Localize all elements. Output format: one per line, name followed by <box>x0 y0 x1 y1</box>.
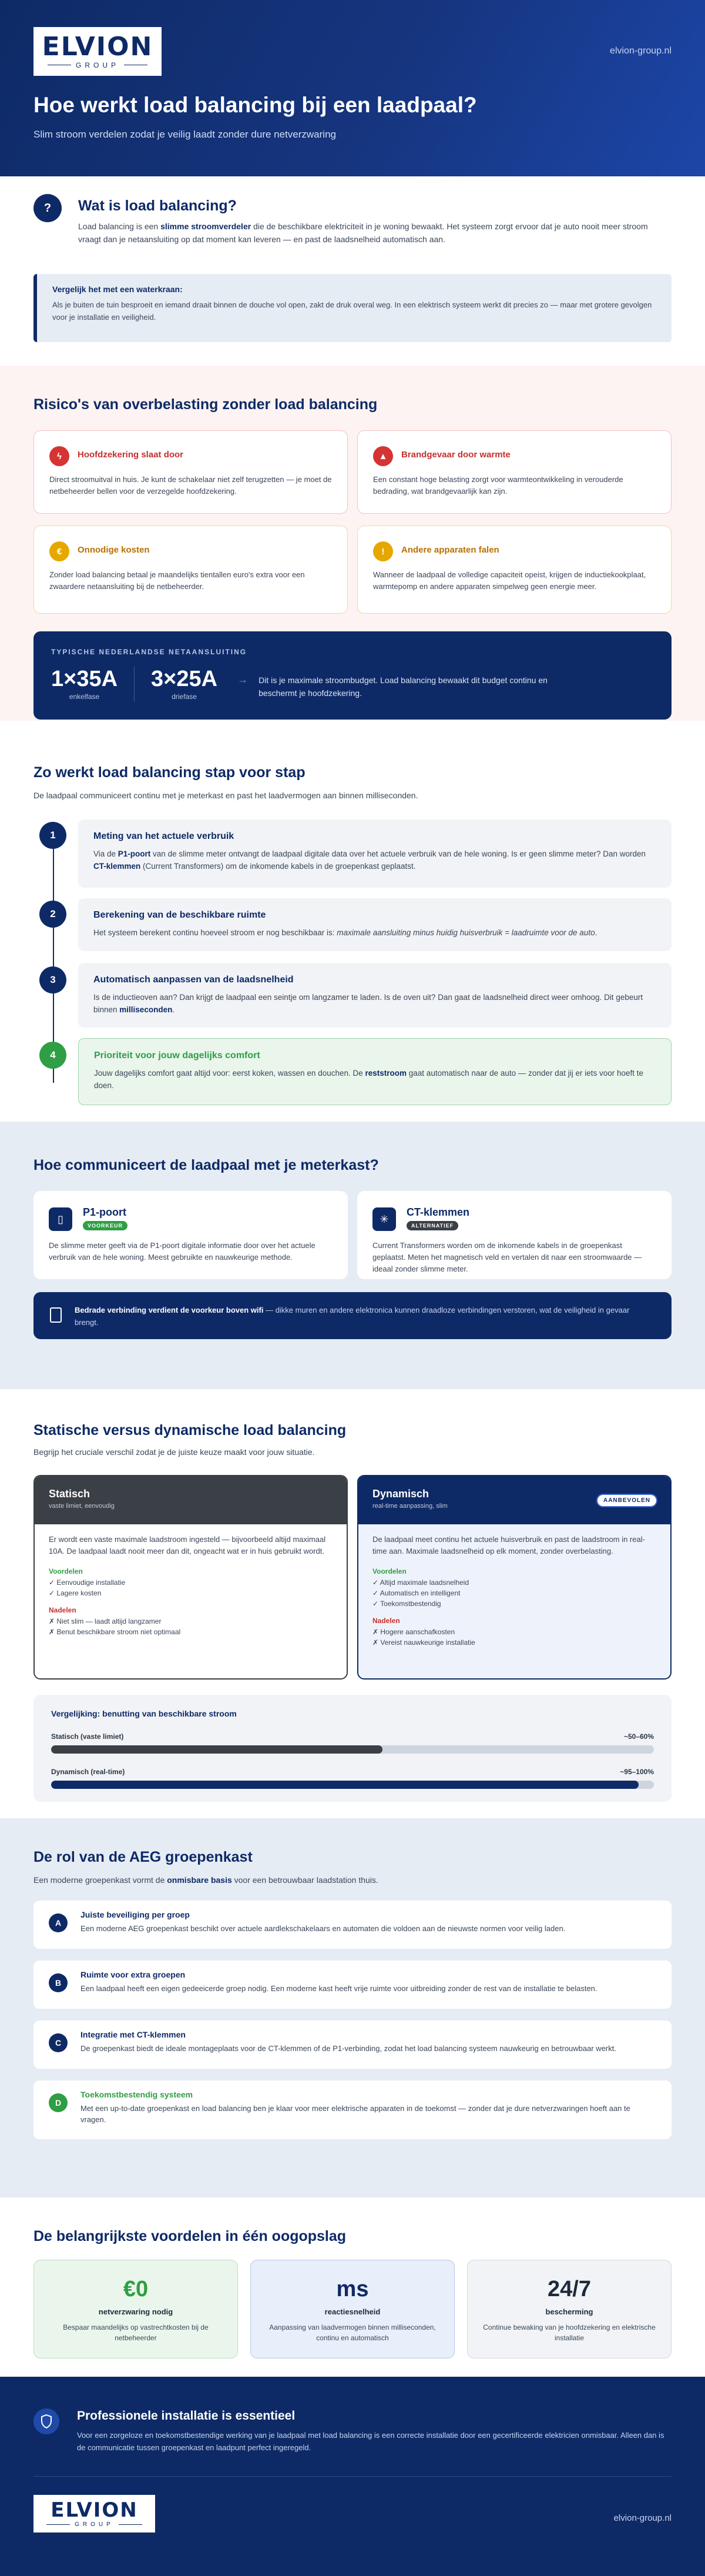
comparison-row: Dynamisch (real-time) ~95–100% <box>51 1768 654 1789</box>
benefit-label: bescherming <box>545 2307 593 2316</box>
card-header: Dynamisch real-time aanpassing, slim <box>358 1476 670 1524</box>
status-badge: VOORKEUR <box>83 1221 127 1230</box>
document-icon <box>50 1307 62 1323</box>
step-card <box>78 1038 672 1105</box>
lightning-icon: ϟ <box>49 446 69 466</box>
brand-logo[interactable] <box>33 27 162 76</box>
step-card <box>78 963 672 1028</box>
net-value-three: 3×25A driefase <box>151 667 218 701</box>
risk-title: Onnodige kosten <box>78 545 150 555</box>
method-title: P1-poort <box>83 1206 126 1218</box>
section-communication <box>0 1122 705 1389</box>
step-title: Meting van het actuele verbruik <box>93 831 234 841</box>
wired-info-banner: Bedrade verbinding verdient de voorkeur boven wifi — dikke muren en andere elektronica kunnen draadloze verbindingen verstoren, wat de veiligheid in gevaar brengt. <box>33 1292 672 1339</box>
utilization-comparison <box>33 1695 672 1802</box>
aeg-card-text: Een laadpaal heeft een eigen gedeeicerde groep nodig. Een moderne kast heeft vrije ruimte voor uitbreiding zonder de rest van de installatie te belasten. <box>80 1984 597 1993</box>
warning-icon: ! <box>373 541 393 561</box>
coin-icon: € <box>49 541 69 561</box>
aeg-card-title: Toekomstbestendig systeem <box>80 2090 193 2099</box>
callout-title: Vergelijk het met een waterkraan: <box>52 285 183 294</box>
logo-wordmark: ELVION <box>42 31 153 62</box>
benefit-card <box>467 2260 672 2358</box>
logo-subline: GROUP <box>48 61 147 69</box>
risk-card <box>357 430 672 514</box>
risk-text: Zonder load balancing betaal je maandelijks tientallen euro's extra voor een zwaardere netaansluiting bij de netbeheerder. <box>49 570 305 591</box>
pros-label: Voordelen <box>49 1567 83 1575</box>
shield-icon <box>33 2408 59 2434</box>
logo-subline: GROUP <box>46 2521 142 2528</box>
step-card <box>78 898 672 951</box>
aeg-card-text: Een moderne AEG groepenkast beschikt over actuele aardlekschakelaars en automaten die voldoen aan de nieuwste normen voor veilig laden. <box>80 1924 566 1933</box>
benefit-value: ms <box>336 2277 369 2301</box>
section-aeg <box>0 1818 705 2197</box>
step-number: 4 <box>39 1042 66 1069</box>
benefit-card <box>250 2260 455 2358</box>
card-header: Statisch vaste limiet, eenvoudig <box>35 1476 347 1524</box>
risk-card <box>357 526 672 614</box>
benefit-card <box>33 2260 238 2358</box>
progress-bar <box>51 1781 654 1789</box>
site-link[interactable]: elvion-group.nl <box>613 2513 672 2523</box>
comparison-row: Statisch (vaste limiet) ~50–60% <box>51 1732 654 1754</box>
risk-text: Direct stroomuitval in huis. Je kunt de schakelaar niet zelf terugzetten — je moet de netbeheerder bellen voor de verzegelde hoofdzekering. <box>49 475 332 496</box>
step-text: Is de inductieoven aan? Dan krijgt de laadpaal een seintje om langzamer te laden. Is de oven uit? Dan gaat de laadsnelheid direct weer omhoog. Dit gebeurt binnen milliseconden. <box>93 993 643 1014</box>
dynamic-card <box>357 1475 672 1680</box>
section-title: Wat is load balancing? <box>78 198 237 214</box>
pros-label: Voordelen <box>372 1567 407 1575</box>
aeg-card-title: Integratie met CT-klemmen <box>80 2030 186 2039</box>
net-connection-box <box>33 631 672 720</box>
section-title: De rol van de AEG groepenkast <box>33 1849 253 1865</box>
sensor-icon: ✳ <box>372 1207 396 1231</box>
site-link[interactable]: elvion-group.nl <box>610 46 672 56</box>
cons-label: Nadelen <box>372 1617 400 1625</box>
step-text: Jouw dagelijks comfort gaat altijd voor: eerst koken, wassen en douchen. De reststroom gaat automatisch naar de auto — zonder dat jij er iets voor hoeft te doen. <box>94 1069 644 1090</box>
section-title: De belangrijkste voordelen in één oogopslag <box>33 2228 347 2244</box>
aeg-card <box>33 1961 672 2009</box>
step-card <box>78 819 672 888</box>
step-text: Via de P1-poort van de slimme meter ontvangt de laadpaal digitale data over het actuele verbruik van de hele woning. Is er geen slimme meter? Dan worden CT-klemmen (Current Transformers) om de inkomende kabels in de groepenkast geplaatst. <box>93 849 646 871</box>
net-description: Dit is je maximale stroombudget. Load balancing bewaakt dit budget continu en beschermt je hoofdzekering. <box>258 675 548 698</box>
cons-label: Nadelen <box>49 1606 76 1614</box>
method-text: De slimme meter geeft via de P1-poort digitale informatie door over het actuele verbruik van de hele woning. Meest gebruikte en nauwkeurige methode. <box>49 1241 315 1262</box>
step-text: Het systeem berekent continu hoeveel stroom er nog beschikbaar is: maximale aansluiting minus huidig huisverbruik = laadruimte voor de auto. <box>93 928 597 937</box>
benefit-label: netverzwaring nodig <box>98 2307 173 2316</box>
method-title: CT-klemmen <box>407 1206 470 1218</box>
step-number: 3 <box>39 966 66 993</box>
net-label: TYPISCHE NEDERLANDSE NETAANSLUITING <box>51 648 247 656</box>
aeg-card-title: Juiste beveiliging per groep <box>80 1910 190 1919</box>
card-text: De laadpaal meet continu het actuele huisverbruik en past de laadstroom in real-time aan. Maximale laadsnelheid op elk moment, zonder overbelasting. <box>372 1535 645 1555</box>
card-text: Er wordt een vaste maximale laadstroom ingesteld — bijvoorbeeld altijd maximaal 10A. De laadpaal laadt nooit meer dan dit, ongeacht wat er in huis gebruikt wordt. <box>49 1535 326 1555</box>
benefit-text: Continue bewaking van je hoofdzekering en elektrische installatie <box>483 2323 656 2342</box>
method-card-ct <box>357 1191 672 1279</box>
footer-title: Professionele installatie is essentieel <box>77 2409 296 2423</box>
step-title: Berekening van de beschikbare ruimte <box>93 910 266 920</box>
aeg-card-text: Met een up-to-date groepenkast en load balancing ben je klaar voor meer elektrische apparaten in de toekomst — zonder dat je dure netverzwaringen hoeft aan te vragen. <box>80 2104 630 2124</box>
cons-list: ✗ Hogere aanschafkosten ✗ Vereist nauwkeurige installatie <box>372 1628 475 1647</box>
cons-list: ✗ Niet slim — laadt altijd langzamer ✗ Benut beschikbare stroom niet optimaal <box>49 1617 181 1636</box>
analogy-callout <box>33 274 672 342</box>
letter-badge: B <box>49 1973 68 1992</box>
recommended-badge: AANBEVOLEN <box>596 1494 657 1507</box>
footer <box>0 2377 705 2576</box>
letter-badge: D <box>49 2093 68 2112</box>
step-title: Automatisch aanpassen van de laadsnelheid <box>93 975 294 985</box>
section-what-is <box>0 176 705 366</box>
arrow-right-icon: → <box>237 674 249 685</box>
risk-title: Andere apparaten falen <box>401 545 499 555</box>
section-title: Risico's van overbelasting zonder load balancing <box>33 396 378 413</box>
letter-badge: C <box>49 2033 68 2052</box>
risk-text: Een constant hoge belasting zorgt voor warmteontwikkeling in verouderde bedrading, wat brandgevaarlijk kan zijn. <box>373 475 623 496</box>
method-card-p1 <box>33 1191 348 1279</box>
aeg-card-text: De groepenkast biedt de ideale montageplaats voor de CT-klemmen of de P1-verbinding, zodat het load balancing systeem nauwkeurig en betrouwbaar werkt. <box>80 2044 616 2053</box>
benefit-value: €0 <box>123 2277 149 2301</box>
callout-text: Als je buiten de tuin besproeit en iemand draait binnen de douche vol open, zakt de druk overal weg. In een elektrisch systeem werkt dit precies zo — maar met grotere gevolgen voor je installatie en veiligheid. <box>52 300 652 322</box>
phone-icon: ▯ <box>49 1207 72 1231</box>
risk-text: Wanneer de laadpaal de volledige capaciteit opeist, krijgen de inductiekookplaat, warmtepomp en andere apparaten simpelweg geen energie meer. <box>373 570 646 591</box>
aeg-card-title: Ruimte voor extra groepen <box>80 1970 186 1979</box>
hero-header <box>0 0 705 176</box>
aeg-card <box>33 2080 672 2139</box>
risk-card <box>33 430 348 514</box>
logo-wordmark: ELVION <box>51 2498 138 2522</box>
net-value-single: 1×35A enkelfase <box>51 667 118 701</box>
section-title: Hoe communiceert de laadpaal met je meterkast? <box>33 1157 379 1173</box>
progress-bar <box>51 1745 654 1754</box>
status-badge: ALTERNATIEF <box>407 1221 458 1230</box>
section-title: Zo werkt load balancing stap voor stap <box>33 764 306 781</box>
comparison-title: Vergelijking: benutting van beschikbare stroom <box>51 1709 237 1718</box>
benefit-value: 24/7 <box>548 2277 591 2301</box>
section-title: Statische versus dynamische load balancing <box>33 1422 347 1438</box>
pros-list: ✓ Altijd maximale laadsnelheid ✓ Automatisch en intelligent ✓ Toekomstbestendig <box>372 1578 469 1608</box>
step-number: 2 <box>39 901 66 928</box>
divider <box>134 667 135 702</box>
question-icon: ? <box>33 194 62 222</box>
aeg-card <box>33 1901 672 1949</box>
aeg-card <box>33 2020 672 2069</box>
section-intro: Een moderne groepenkast vormt de onmisbare basis voor een betrouwbaar laadstation thuis. <box>33 1875 378 1885</box>
progress-fill <box>51 1781 639 1789</box>
benefit-label: reactiesnelheid <box>324 2307 381 2316</box>
method-text: Current Transformers worden om de inkomende kabels in de groepenkast geplaatst. Meten het magnetisch veld en vertalen dit naar een stroomwaarde — ideaal zonder slimme meter. <box>372 1241 642 1273</box>
pros-list: ✓ Eenvoudige installatie ✓ Lagere kosten <box>49 1578 126 1597</box>
page-subtitle: Slim stroom verdelen zodat je veilig laadt zonder dure netverzwaring <box>33 129 336 140</box>
benefit-text: Aanpassing van laadvermogen binnen milliseconden, continu en automatisch <box>269 2323 436 2342</box>
risk-title: Hoofdzekering slaat door <box>78 450 184 460</box>
step-title: Prioriteit voor jouw dagelijks comfort <box>94 1051 260 1060</box>
risk-card <box>33 526 348 614</box>
page-title: Hoe werkt load balancing bij een laadpaal? <box>33 93 477 117</box>
step-number: 1 <box>39 822 66 849</box>
progress-fill <box>51 1745 382 1754</box>
section-intro: Begrijp het cruciale verschil zodat je de juiste keuze maakt voor jouw situatie. <box>33 1447 315 1457</box>
footer-logo[interactable] <box>33 2495 155 2532</box>
section-benefits <box>0 2197 705 2377</box>
risk-title: Brandgevaar door warmte <box>401 450 511 460</box>
fire-icon: ▲ <box>373 446 393 466</box>
section-steps <box>0 721 705 1122</box>
section-static-vs-dynamic <box>0 1389 705 1818</box>
section-risks <box>0 366 705 721</box>
section-intro: De laadpaal communiceert continu met je meterkast en past het laadvermogen aan binnen milliseconden. <box>33 791 418 800</box>
section-text: Load balancing is een slimme stroomverdeler die de beschikbare elektriciteit in je woning bewaakt. Het systeem zorgt ervoor dat je auto nooit meer stroom vraagt dan je netaansluiting op dat moment kan leveren — en past de laadsnelheid automatisch aan. <box>78 222 648 244</box>
letter-badge: A <box>49 1913 68 1932</box>
divider <box>33 2476 672 2477</box>
static-card <box>33 1475 348 1680</box>
footer-text: Voor een zorgeloze en toekomstbestendige werking van je laadpaal met load balancing is een correcte installatie door een gecertificeerde elektricien onmisbaar. Alleen dan is de communicatie tussen groepenkast en laadpunt perfect ingeregeld. <box>77 2431 664 2452</box>
benefit-text: Bespaar maandelijks op vastrechtkosten bij de netbeheerder <box>63 2323 209 2342</box>
